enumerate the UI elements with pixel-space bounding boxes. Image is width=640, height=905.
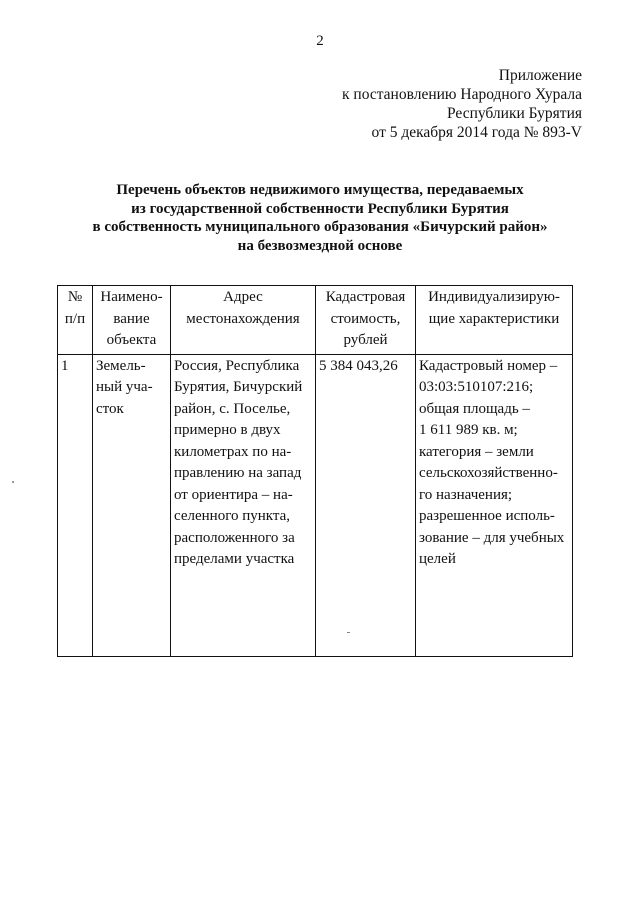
cell-text: ный уча-	[96, 379, 153, 395]
header-text: рублей	[343, 332, 388, 348]
cell-number: 1	[58, 354, 93, 656]
cell-text: категория – земли	[419, 443, 534, 460]
header-text: п/п	[64, 310, 86, 327]
cell-text: сток	[96, 400, 124, 417]
header-cost	[316, 286, 416, 355]
cell-text: разрешенное исполь-	[419, 508, 555, 524]
cell-text: Кадастровый номер –	[419, 357, 558, 374]
cell-text: сельскохозяйственно-	[419, 465, 558, 481]
cell-text: целей	[419, 551, 456, 567]
header-text: стоимость,	[330, 310, 401, 327]
cell-characteristics	[416, 354, 573, 656]
scan-speck	[12, 481, 14, 483]
cell-cost: 5 384 043,26	[316, 354, 416, 656]
annex-line: от 5 декабря 2014 года № 893-V	[371, 124, 582, 141]
cell-name	[93, 354, 171, 656]
header-text: Индивидуализирую-	[428, 289, 560, 305]
cell-text: 03:03:510107:216;	[419, 379, 534, 395]
header-text: местонахождения	[186, 310, 300, 327]
header-number	[58, 286, 93, 355]
cell-text: район, с. Поселье,	[174, 400, 291, 417]
header-text: Кадастровая	[325, 289, 406, 305]
header-name	[93, 286, 171, 355]
annex-block	[342, 66, 582, 142]
cell-text: Бурятия, Бичурский	[174, 379, 303, 395]
header-characteristics	[416, 286, 573, 355]
cell-text: пределами участка	[174, 551, 295, 567]
cell-text: Земель-	[96, 357, 146, 374]
cell-text: километрах по на-	[174, 443, 292, 460]
title-line: из государственной собственности Республики Бурятия	[131, 200, 509, 217]
table-row	[58, 354, 573, 656]
cell-text: от ориентира – на-	[174, 486, 293, 503]
scan-speck	[347, 632, 350, 633]
header-text: вание	[113, 310, 150, 327]
title-line: Перечень объектов недвижимого имущества, передаваемых	[116, 182, 524, 198]
header-text: Адрес	[223, 289, 263, 305]
cell-text: общая площадь –	[419, 400, 530, 417]
cell-text: примерно в двух	[174, 422, 281, 438]
table-header-row	[58, 286, 573, 355]
page-number: 2	[316, 33, 324, 49]
header-address	[171, 286, 316, 355]
annex-line: Приложение	[498, 67, 582, 84]
cell-text: 1 611 989 кв. м;	[419, 422, 518, 438]
header-text: щие характеристики	[428, 310, 560, 327]
cell-text: селенного пункта,	[174, 508, 291, 524]
cell-address	[171, 354, 316, 656]
cell-text: го назначения;	[419, 486, 513, 503]
title-line: на безвозмездной основе	[237, 237, 403, 254]
annex-line: Республики Бурятия	[447, 105, 582, 122]
annex-line: к постановлению Народного Хурала	[342, 86, 582, 103]
header-text: объекта	[106, 332, 157, 348]
objects-table	[57, 285, 573, 657]
header-text: Наимено-	[100, 289, 163, 305]
document-title	[0, 181, 640, 255]
cell-text: Россия, Республика	[174, 357, 300, 374]
title-line: в собственность муниципального образования «Бичурский район»	[92, 219, 548, 235]
header-text: №	[67, 289, 83, 305]
cell-text: правлению на запад	[174, 465, 302, 481]
cell-text: расположенного за	[174, 529, 295, 546]
cell-text: зование – для учебных	[419, 529, 565, 546]
